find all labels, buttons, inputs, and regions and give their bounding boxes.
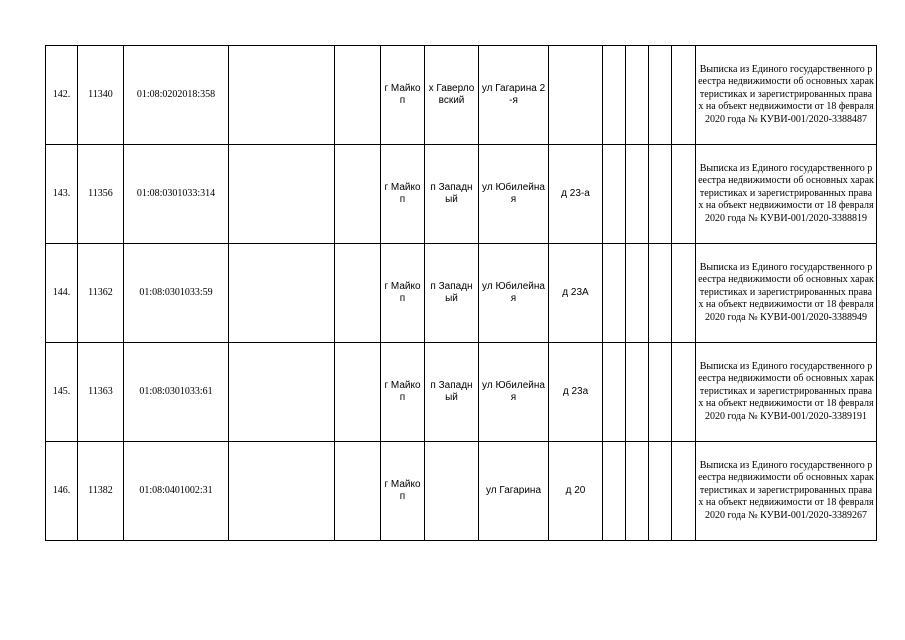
registry-table bbox=[45, 45, 877, 541]
cadastral-number: 01:08:0301033:314 bbox=[124, 145, 229, 244]
empty-cell bbox=[649, 343, 672, 442]
city-cell: г Майкоп bbox=[381, 46, 425, 145]
row-number: 143. bbox=[46, 145, 78, 244]
settlement-cell: п Западный bbox=[425, 343, 479, 442]
house-cell: д 23-а bbox=[549, 145, 603, 244]
empty-cell bbox=[672, 46, 696, 145]
document-cell: Выписка из Единого государственного реестра недвижимости об основных характеристиках и зарегистрированных правах на объект недвижимости от 18 февраля 2020 года № КУВИ-001/2020-3388819 bbox=[696, 145, 877, 244]
empty-cell bbox=[603, 442, 626, 541]
street-cell: ул Юбилейная bbox=[479, 244, 549, 343]
street-cell: ул Гагарина bbox=[479, 442, 549, 541]
empty-cell bbox=[672, 244, 696, 343]
empty-cell bbox=[603, 46, 626, 145]
cadastral-number: 01:08:0202018:358 bbox=[124, 46, 229, 145]
empty-cell bbox=[229, 442, 335, 541]
empty-cell bbox=[626, 244, 649, 343]
table-row bbox=[46, 145, 877, 244]
house-cell bbox=[549, 46, 603, 145]
registry-id: 11340 bbox=[78, 46, 124, 145]
registry-id: 11362 bbox=[78, 244, 124, 343]
table-row bbox=[46, 343, 877, 442]
registry-id: 11356 bbox=[78, 145, 124, 244]
empty-cell bbox=[649, 145, 672, 244]
cadastral-number: 01:08:0401002:31 bbox=[124, 442, 229, 541]
city-cell: г Майкоп bbox=[381, 145, 425, 244]
empty-cell bbox=[335, 145, 381, 244]
document-cell: Выписка из Единого государственного реестра недвижимости об основных характеристиках и зарегистрированных правах на объект недвижимости от 18 февраля 2020 года № КУВИ-001/2020-3388949 bbox=[696, 244, 877, 343]
empty-cell bbox=[672, 145, 696, 244]
empty-cell bbox=[626, 343, 649, 442]
house-cell: д 23А bbox=[549, 244, 603, 343]
row-number: 144. bbox=[46, 244, 78, 343]
empty-cell bbox=[229, 46, 335, 145]
empty-cell bbox=[229, 343, 335, 442]
empty-cell bbox=[335, 442, 381, 541]
city-cell: г Майкоп bbox=[381, 244, 425, 343]
empty-cell bbox=[603, 343, 626, 442]
empty-cell bbox=[649, 442, 672, 541]
settlement-cell: п Западный bbox=[425, 145, 479, 244]
empty-cell bbox=[335, 244, 381, 343]
registry-id: 11363 bbox=[78, 343, 124, 442]
street-cell: ул Юбилейная bbox=[479, 145, 549, 244]
table-row bbox=[46, 442, 877, 541]
row-number: 146. bbox=[46, 442, 78, 541]
registry-id: 11382 bbox=[78, 442, 124, 541]
settlement-cell: п Западный bbox=[425, 244, 479, 343]
empty-cell bbox=[603, 244, 626, 343]
house-cell: д 23а bbox=[549, 343, 603, 442]
empty-cell bbox=[649, 46, 672, 145]
empty-cell bbox=[672, 343, 696, 442]
table-row bbox=[46, 244, 877, 343]
empty-cell bbox=[335, 46, 381, 145]
document-cell: Выписка из Единого государственного реестра недвижимости об основных характеристиках и зарегистрированных правах на объект недвижимости от 18 февраля 2020 года № КУВИ-001/2020-3389191 bbox=[696, 343, 877, 442]
cadastral-number: 01:08:0301033:61 bbox=[124, 343, 229, 442]
settlement-cell bbox=[425, 442, 479, 541]
street-cell: ул Гагарина 2-я bbox=[479, 46, 549, 145]
empty-cell bbox=[603, 145, 626, 244]
settlement-cell: х Гаверловский bbox=[425, 46, 479, 145]
empty-cell bbox=[626, 46, 649, 145]
city-cell: г Майкоп bbox=[381, 343, 425, 442]
house-cell: д 20 bbox=[549, 442, 603, 541]
document-cell: Выписка из Единого государственного реестра недвижимости об основных характеристиках и зарегистрированных правах на объект недвижимости от 18 февраля 2020 года № КУВИ-001/2020-3389267 bbox=[696, 442, 877, 541]
street-cell: ул Юбилейная bbox=[479, 343, 549, 442]
document-cell: Выписка из Единого государственного реестра недвижимости об основных характеристиках и зарегистрированных правах на объект недвижимости от 18 февраля 2020 года № КУВИ-001/2020-3388487 bbox=[696, 46, 877, 145]
empty-cell bbox=[229, 244, 335, 343]
empty-cell bbox=[229, 145, 335, 244]
row-number: 142. bbox=[46, 46, 78, 145]
table-row bbox=[46, 46, 877, 145]
empty-cell bbox=[335, 343, 381, 442]
empty-cell bbox=[672, 442, 696, 541]
empty-cell bbox=[626, 442, 649, 541]
empty-cell bbox=[649, 244, 672, 343]
city-cell: г Майкоп bbox=[381, 442, 425, 541]
empty-cell bbox=[626, 145, 649, 244]
row-number: 145. bbox=[46, 343, 78, 442]
cadastral-number: 01:08:0301033:59 bbox=[124, 244, 229, 343]
